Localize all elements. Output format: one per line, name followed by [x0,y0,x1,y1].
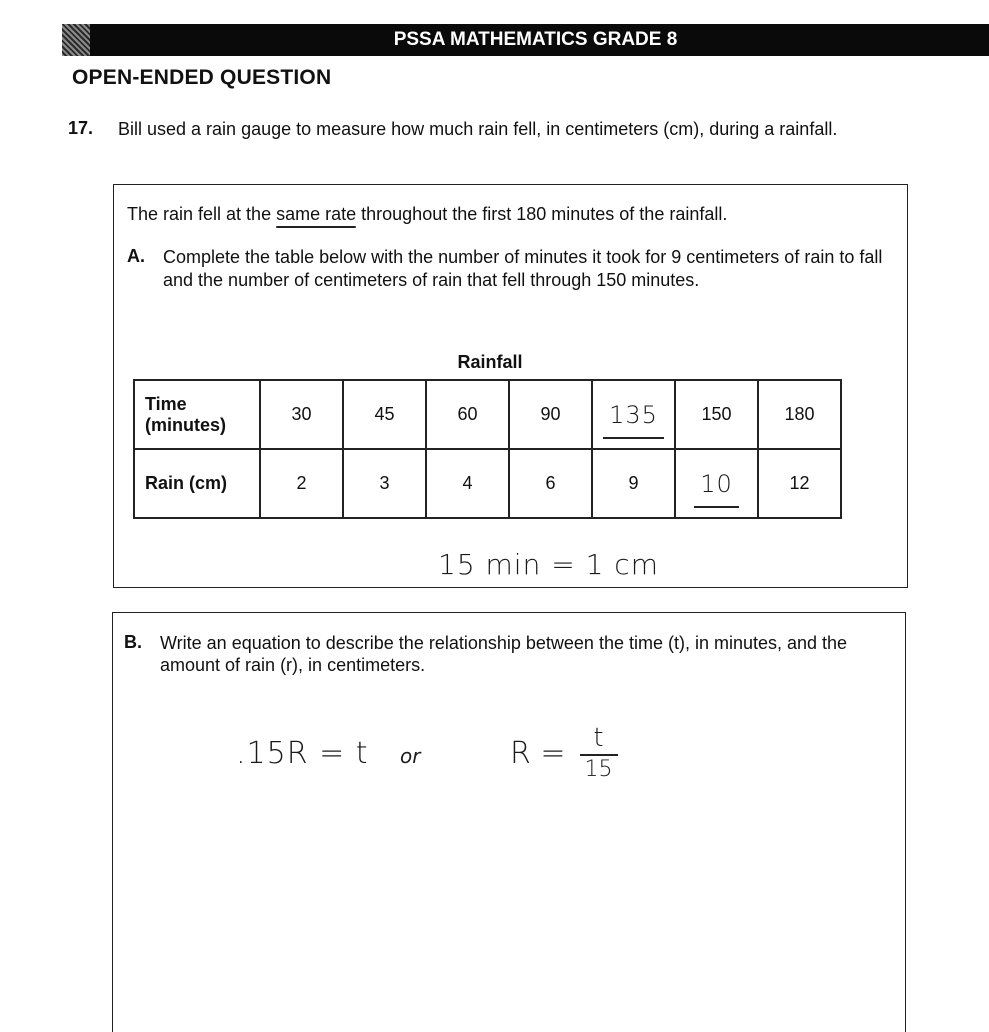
time-header-line2: (minutes) [145,414,226,435]
handwritten-rain-answer: 10 [700,469,733,498]
handwritten-rate-note: 15 min = 1 cm [438,548,659,581]
time-answer-cell [592,380,675,449]
equation-2-fraction [580,724,618,782]
fraction-denominator: 15 [584,757,613,782]
fraction-bar [580,754,618,756]
time-cell: 30 [260,380,343,449]
handwritten-equation-2 [510,724,618,782]
rain-cell: 2 [260,449,343,518]
time-cell: 180 [758,380,841,449]
rain-answer-cell [675,449,758,518]
handwritten-time-answer: 135 [609,400,658,429]
page-header-title: PSSA MATHEMATICS GRADE 8 [393,29,678,50]
equation-2-left: R = [510,735,566,771]
rate-statement-start: The rain fell at the [127,204,277,224]
table-row-time [134,380,841,449]
time-cell: 150 [675,380,758,449]
rain-header-cell: Rain (cm) [134,449,260,518]
rain-cell: 12 [758,449,841,518]
rain-cell: 4 [426,449,509,518]
rainfall-table [133,379,842,519]
question-number: 17. [68,118,94,138]
rain-cell: 3 [343,449,426,518]
part-a-instructions: Complete the table below with the number of minutes it took for 9 centimeters of rain to fall and the number of centimeters of rain that fell through 150 minutes. [163,247,883,290]
fraction-numerator: t [593,723,604,753]
part-a-label: A. [127,246,145,266]
part-b-instructions: Write an equation to describe the relationship between the time (t), in minutes, and the amount of rain (r), in centimeters. [160,633,848,675]
rain-cell: 9 [592,449,675,518]
rate-statement-end: throughout the first 180 minutes of the rainfall. [356,204,728,224]
rain-cell: 6 [509,449,592,518]
time-cell: 45 [343,380,426,449]
underlined-same-rate: same rate [276,204,357,224]
time-header-cell [134,380,260,449]
question-text: Bill used a rain gauge to measure how much rain fell, in centimeters (cm), during a rainfall. [118,119,838,139]
time-cell: 60 [426,380,509,449]
table-row-rain [134,449,841,518]
section-title: OPEN-ENDED QUESTION [72,66,332,89]
handwritten-equation-1: .15R = t [236,736,369,771]
handwritten-or: or [400,744,421,768]
time-header-line1: Time [145,393,187,414]
time-cell: 90 [509,380,592,449]
part-b-label: B. [124,632,142,652]
table-title: Rainfall [457,352,523,372]
rate-statement [127,204,727,225]
